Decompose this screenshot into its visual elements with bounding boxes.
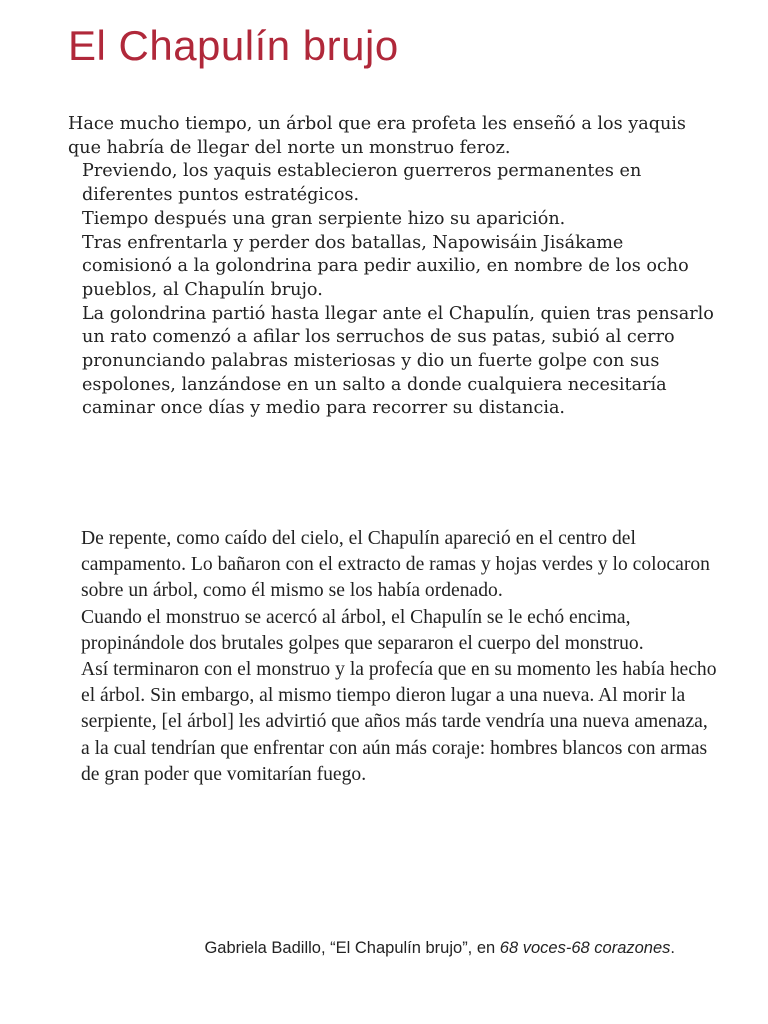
- story-paragraph: Previendo, los yaquis establecieron guerreros permanentes en diferentes puntos estratégicos.: [82, 161, 642, 206]
- attribution-book-title: 68 voces-68 corazones: [499, 939, 671, 957]
- attribution-author: Gabriela Badillo, “El Chapulín brujo”, en: [204, 939, 500, 957]
- attribution: [204, 939, 675, 958]
- story-part-1: [68, 113, 718, 421]
- story-paragraph: Tiempo después una gran serpiente hizo su aparición.: [82, 208, 566, 229]
- story-paragraph: Así terminaron con el monstruo y la profecía que en su momento les había hecho el árbol. Sin embargo, al mismo tiempo dieron lugar a una nueva. Al morir la serpiente, [el árbol] les advirtió que años más tarde vendría una nueva amenaza, a la cual tendrían que enfrentar con aún más coraje: hombres blancos con armas de gran poder que vomitarían fuego.: [81, 659, 717, 785]
- page-title: El Chapulín brujo: [68, 22, 399, 69]
- story-paragraph: De repente, como caído del cielo, el Chapulín apareció en el centro del campamento. Lo bañaron con el extracto de ramas y hojas verdes y lo colocaron sobre un árbol, como él mismo se los había ordenado.: [81, 528, 710, 602]
- story-part-2: [67, 526, 717, 788]
- attribution-end: .: [670, 939, 675, 957]
- story-paragraph: Cuando el monstruo se acercó al árbol, el Chapulín se le echó encima, propinándole dos brutales golpes que separaron el cuerpo del monstruo.: [81, 606, 644, 654]
- story-paragraph: Hace mucho tiempo, un árbol que era profeta les enseñó a los yaquis que habría de llegar del norte un monstruo feroz.: [68, 114, 686, 158]
- story-paragraph: La golondrina partió hasta llegar ante el Chapulín, quien tras pensarlo un rato comenzó a afilar los serruchos de sus patas, subió al cerro pronunciando palabras misteriosas y dio un fuerte golpe con sus espolones, lanzándose en un salto a donde cualquiera necesitaría caminar once días y medio para recorrer su distancia.: [82, 303, 714, 419]
- story-paragraph: Tras enfrentarla y perder dos batallas, Napowisáin Jisákame comisionó a la golondrina para pedir auxilio, en nombre de los ocho pueblos, al Chapulín brujo.: [82, 232, 689, 300]
